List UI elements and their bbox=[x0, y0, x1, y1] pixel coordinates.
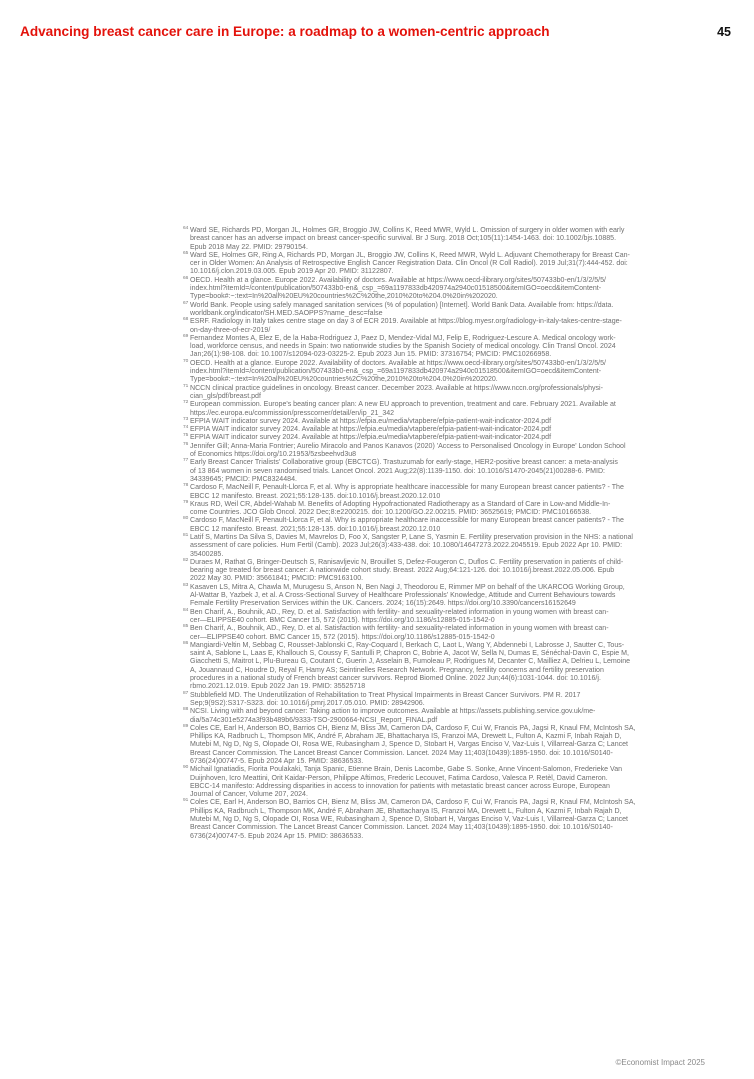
footnote bbox=[183, 517, 715, 534]
footer-copyright: ©Economist Impact 2025 bbox=[615, 1058, 705, 1067]
footnote-text: European commission. Europe's beating cancer plan: A new EU approach to prevention, treatment and care. February 2021. Available at https://ec.europa.eu/commission/presscorner/detail/en/ip_21_342 bbox=[190, 401, 616, 417]
footnote-text: Coles CE, Earl H, Anderson BO, Barrios CH, Bienz M, Bliss JM, Cameron DA, Cardoso F, Cui W, Francis PA, Jagsi R, Knaul FM, McIntosh SA, Phillips KA, Radbruch L, Thompson MK, André F, Abraham JE, Bhattacharya IS, Franzoi MA, Drewett L, Fulton A, Kazmi F, Inbah Rajah D, Mutebi M, Ng D, Ng S, Olopade OI, Rosa WE, Rubasingham J, Spence D, Stobart H, Vargas Enciso V, Vaz-Luis I, Villarreal-Garza C; Lancet Breast Cancer Commission. The Lancet Breast Cancer Commission. Lancet. 2024 May 11;403(10439):1895-1950. doi: 10.1016/S0140- 6736(24)00747-5. Epub 2024 Apr 15. PMID: 38636533. bbox=[190, 799, 636, 840]
footnote-text: ESRF. Radiology in Italy takes centre stage on day 3 of ECR 2019. Available at https://blog.myesr.org/radiology-in-italy-takes-centre-stage- on-day-three-of-ecr-2019/ bbox=[190, 318, 622, 334]
footnote-text: Jennifer Gill; Anna-Maria Fontrier; Aurelio Miracolo and Panos Kanavos (2020) 'Access to Personalised Oncology in Europe' London School of Economics https://doi.org/10.21953/5zsbeehvd3u8 bbox=[190, 442, 626, 459]
footnote-number: 75 bbox=[183, 433, 189, 439]
footnote bbox=[183, 426, 715, 434]
footnote-number: 76 bbox=[183, 441, 189, 447]
footnote bbox=[183, 335, 715, 360]
footnote bbox=[183, 434, 715, 442]
footnote-number: 88 bbox=[183, 707, 189, 713]
footnote-text: Coles CE, Earl H, Anderson BO, Barrios CH, Bienz M, Bliss JM, Cameron DA, Cardoso F, Cui W, Francis PA, Jagsi R, Knaul FM, McIntosh SA, Phillips KA, Radbruch L, Thompson MK, André F, Abraham JE, Bhattacharya IS, Franzoi MA, Drewett L, Fulton A, Kazmi F, Inbah Rajah D, Mutebi M, Ng D, Ng S, Olopade OI, Rosa WE, Rubasingham J, Spence D, Stobart H, Vargas Enciso V, Vaz-Luis I, Villarreal-Garza C; Lancet Breast Cancer Commission. The Lancet Breast Cancer Commission. Lancet. 2024 May 11;403(10439):1895-1950. doi: 10.1016/S0140- 6736(24)00747-5. Epub 2024 Apr 15. PMID: 38636533. bbox=[190, 724, 636, 765]
footnote-number: 69 bbox=[183, 333, 189, 339]
footnote-number: 86 bbox=[183, 640, 189, 646]
footnote-text: World Bank. People using safely managed sanitation services (% of population) [Internet]. World Bank Data. Available from: https://data. worldbank.org/indicator/SH.MED.SAOPPS?name_desc=false bbox=[190, 301, 614, 317]
footnote bbox=[183, 277, 715, 302]
footnote-text: OECD. Health at a glance. Europe 2022. Availability of doctors. Available at https://www.oecd-ilibrary.org/sites/507433b0-en/1/3/2/5/5/ index.html?itemId=/content/publication/507433b0-en&_csp_=69a1197833db420974a2940c01518500&itemIGO=oecd&itemContent- Type=book#:~:text=In%20all%20EU%20countries%2C%20the,2010%20to%204.0%20in%202020. bbox=[190, 276, 607, 301]
footnote bbox=[183, 625, 715, 642]
footnote-text: Mangiardi-Veltin M, Sebbag C, Rousset-Jablonski C, Ray-Coquard I, Berkach C, Laot L, Wang Y, Abdennebi I, Labrosse J, Sautter C, Tous- saint A, Sablone L, Laas E, Khallouch S, Coussy F, Santulli P, Chapron C, Bobrie A, Jacot W, Sella N, Dumas E, Sénéchal-Davin C, Espie M, Giacchetti S, Maitrot L, Plu-Bureau G, Coutant C, Guerin J, Asselain B, Fumoleau P, Rodrigues M, Decanter C, Mailliez A, Delrieu L, Lemoine A, Jouannaud C, Houdre D, Reyal F, Hamy AS; Seintinelles Research Network. Pregnancy, fertility concerns and fertility preservation procedures in a national study of French breast cancer survivors. Reprod Biomed Online. 2022 Jun;44(6):1031-1044. doi: 10.1016/j. rbmo.2021.12.019. Epub 2022 Jan 19. PMID: 35525718 bbox=[190, 641, 631, 691]
footnote-number: 68 bbox=[183, 317, 189, 323]
footnote-number: 82 bbox=[183, 557, 189, 563]
footnote bbox=[183, 559, 715, 584]
footnote bbox=[183, 725, 715, 766]
footnote-text: Ward SE, Richards PD, Morgan JL, Holmes GR, Broggio JW, Collins K, Reed MWR, Wyld L. Omission of surgery in older women with early breast cancer has an adverse impact on breast cancer-specific survival. Br J Surg. 2018 Oct;105(11):1454-1463. doi: 10.1002/bjs.10885. Epub 2018 May 22. PMID: 29790154. bbox=[190, 227, 625, 251]
footnote-text: Stubblefield MD. The Underutilization of Rehabilitation to Treat Physical Impairments in Breast Cancer Survivors. PM R. 2017 Sep;9(9S2):S317-S323. doi: 10.1016/j.pmrj.2017.05.010. PMID: 28942906. bbox=[190, 691, 581, 707]
footnote bbox=[183, 708, 715, 725]
footnote bbox=[183, 766, 715, 799]
footnote-text: Duraes M, Rathat G, Bringer-Deutsch S, Ranisavljevic N, Brouillet S, Defez-Fougeron C, Duflos C. Fertility preservation in patients of child- bearing age treated for breast cancer: A nationwide cohort study. Breast. 2022 Aug;64:121-126. doi: 10.1016/j.breast.2022.05.006. Epub 2022 May 30. PMID: 35661841; PMCID: PMC9163100. bbox=[190, 558, 624, 583]
footnote-number: 85 bbox=[183, 624, 189, 630]
footnote-number: 81 bbox=[183, 532, 189, 538]
footnote-text: NCCN clinical practice guidelines in oncology. Breast cancer. December 2023. Available at https://www.nccn.org/professionals/physi- cian_gls/pdf/breast.pdf bbox=[190, 384, 603, 400]
footnote bbox=[183, 584, 715, 609]
footnote-text: EFPIA WAIT indicator survey 2024. Available at https://efpia.eu/media/vtapbere/efpia-patient-wait-indicator-2024.pdf bbox=[190, 417, 552, 425]
page-title: Advancing breast cancer care in Europe: a roadmap to a women-centric approach bbox=[20, 24, 550, 39]
footnote bbox=[183, 318, 715, 335]
footnote-number: 77 bbox=[183, 458, 189, 464]
footnote-number: 84 bbox=[183, 607, 189, 613]
footnote bbox=[183, 799, 715, 840]
page-header bbox=[20, 24, 734, 42]
footnote-text: Ward SE, Holmes GR, Ring A, Richards PD, Morgan JL, Broggio JW, Collins K, Reed MWR, Wyld L. Adjuvant Chemotherapy for Breast Can- cer in Older Women: An Analysis of Retrospective English Cancer Registration Data. Clin Oncol (R Coll Radiol). 2019 Jul;31(7):444-452. doi: 10.1016/j.clon.2019.03.005. Epub 2019 Apr 20. PMID: 31122807. bbox=[190, 251, 630, 276]
footnote bbox=[183, 459, 715, 484]
footnote-text: Cardoso F, MacNeill F, Penault-Llorca F, et al. Why is appropriate healthcare inaccessible for many European breast cancer patients? - The EBCC 12 manifesto. Breast. 2021;55:128-135. doi:10.1016/j.breast.2020.12.010 bbox=[190, 484, 624, 500]
footnote-number: 91 bbox=[183, 798, 189, 804]
footnote-number: 72 bbox=[183, 400, 189, 406]
footnote-text: Fernandez Montes A, Elez E, de la Haba-Rodriguez J, Paez D, Mendez-Vidal MJ, Felip E, Rodriguez-Lescure A. Medical oncology work- load, workforce census, and needs in Spain: two nationwide studies by the Spanish Society of medical oncology. Clin Transl Oncol. 2024 Jan;26(1):98-108. doi: 10.1007/s12094-023-03225-2. Epub 2023 Jun 15. PMID: 37316754; PMCID: PMC10266958. bbox=[190, 334, 616, 359]
footnote-text: Kasaven LS, Mitra A, Chawla M, Murugesu S, Anson N, Ben Nagi J, Theodorou E, Rimmer MP on behalf of the UKARCOG Working Group, Al-Wattar B, Yazbek J, et al. A Cross-Sectional Survey of Healthcare Professionals' Knowledge, Attitude and Current Behaviours towards Female Fertility Preservation Services within the UK. Cancers. 2024; 16(15):2649. https://doi.org/10.3390/cancers16152649 bbox=[190, 583, 625, 608]
footnote-number: 74 bbox=[183, 425, 189, 431]
footnote bbox=[183, 227, 715, 252]
footnote-text: Early Breast Cancer Trialists' Collaborative group (EBCTCG). Trastuzumab for early-stage, HER2-positive breast cancer: a meta-analysis of 13 864 women in seven randomised trials. Lancet Oncol. 2021 Aug;22(8):1139-1150. doi: 10.1016/S1470-2045(21)00288-6. PMID: 34339645; PMCID: PMC8324484. bbox=[190, 459, 618, 483]
footnote-text: NCSI. Living with and beyond cancer: Taking action to improve outcomes. Available at https://assets.publishing.service.gov.uk/me- dia/5a74c301e5274a3f93b489b6/9333-TSO-2900664-NCSI_Report_FINAL.pdf bbox=[190, 708, 596, 724]
footnote-number: 87 bbox=[183, 690, 189, 696]
footnote bbox=[183, 443, 715, 460]
footnote-text: Ben Charif, A., Bouhnik, AD., Rey, D. et al. Satisfaction with fertility- and sexuality-related information in young women with breast can- cer—ELIPPSE40 cohort. BMC Cancer 15, 572 (2015). https://doi.org/10.1186/s12885-015-1542-0 bbox=[190, 625, 609, 641]
footnote-number: 78 bbox=[183, 483, 189, 489]
footnote-number: 67 bbox=[183, 300, 189, 306]
footnote bbox=[183, 484, 715, 501]
footnote-number: 64 bbox=[183, 226, 189, 231]
footnote-text: EFPIA WAIT indicator survey 2024. Available at https://efpia.eu/media/vtapbere/efpia-patient-wait-indicator-2024.pdf bbox=[190, 434, 552, 442]
footnote bbox=[183, 252, 715, 277]
footnote-number: 89 bbox=[183, 723, 189, 729]
footnote-text: Kraus RD, Weil CR, Abdel-Wahab M. Benefits of Adopting Hypofractionated Radiotherapy as a Standard of Care in Low-and Middle-In- come Countries. JCO Glob Oncol. 2022 Dec;8:e2200215. doi: 10.1200/GO.22.00215. PMID: 36525619; PMCID: PMC10166538. bbox=[190, 500, 611, 517]
footnote bbox=[183, 401, 715, 418]
footnote-number: 73 bbox=[183, 416, 189, 422]
footnote-number: 65 bbox=[183, 250, 189, 256]
footnote-text: OECD. Health at a glance. Europe 2022. Availability of doctors. Available at https://www.oecd-ilibrary.org/sites/507433b0-en/1/3/2/5/5/ index.html?itemId=/content/publication/507433b0-en&_csp_=69a1197833db420974a2940c01518500&itemIGO=oecd&itemContent- Type=book#:~:text=In%20all%20EU%20countries%2C%20the,2010%20to%204.0%20in%202020. bbox=[190, 359, 607, 384]
footnote bbox=[183, 692, 715, 709]
footnote bbox=[183, 501, 715, 518]
footnote-text: Latif S, Martins Da Silva S, Davies M, Mavrelos D, Foo X, Sangster P, Lane S, Yasmin E. Fertility preservation provision in the NHS: a national assessment of care policies. Hum Fertil (Camb). 2023 Jul;26(3):433-438. doi: 10.1080/14647273.2022.2045519. Epub 2022 Apr 10. PMID: 35400285. bbox=[190, 533, 633, 558]
footnotes-list bbox=[183, 227, 715, 841]
footnote bbox=[183, 360, 715, 385]
page-number: 45 bbox=[717, 25, 731, 39]
footnote-text: Cardoso F, MacNeill F, Penault-Llorca F, et al. Why is appropriate healthcare inaccessible for many European breast cancer patients? - The EBCC 12 manifesto. Breast. 2021;55:128-135. doi:10.1016/j.breast.2020.12.010 bbox=[190, 517, 624, 533]
footnote-text: Michail Ignatiadis, Fiorita Poulakaki, Tanja Spanic, Etienne Brain, Denis Lacombe, Gabe S. Sonke, Anne Vincent-Salomon, Frederieke Van Duijnhoven, Icro Meattini, Orit Kaidar-Person, Philippe Aftimos, Frederic Lecouvet, Fatima Cardoso, Valesca P. Retèl, David Cameron. EBCC-14 manifesto: Addressing disparities in access to innovation for patients with metastatic breast cancer across Europe, European Journal of Cancer, Volume 207, 2024. bbox=[190, 766, 623, 799]
footnote bbox=[183, 418, 715, 426]
footnote bbox=[183, 642, 715, 692]
footnote-text: Ben Charif, A., Bouhnik, AD., Rey, D. et al. Satisfaction with fertility- and sexuality-related information in young women with breast can- cer—ELIPPSE40 cohort. BMC Cancer 15, 572 (2015). https://doi.org/10.1186/s12885-015-1542-0 bbox=[190, 608, 609, 624]
footnote-number: 90 bbox=[183, 765, 189, 771]
footnote bbox=[183, 534, 715, 559]
footnote-number: 70 bbox=[183, 358, 189, 364]
footnote-number: 80 bbox=[183, 516, 189, 522]
footnote-number: 66 bbox=[183, 275, 189, 281]
footnote-number: 71 bbox=[183, 383, 189, 389]
footnote bbox=[183, 385, 715, 402]
footnote-number: 79 bbox=[183, 499, 189, 505]
footnote bbox=[183, 609, 715, 626]
footnote-number: 83 bbox=[183, 582, 189, 588]
footnote-text: EFPIA WAIT indicator survey 2024. Available at https://efpia.eu/media/vtapbere/efpia-patient-wait-indicator-2024.pdf bbox=[190, 426, 552, 434]
footnote bbox=[183, 302, 715, 319]
